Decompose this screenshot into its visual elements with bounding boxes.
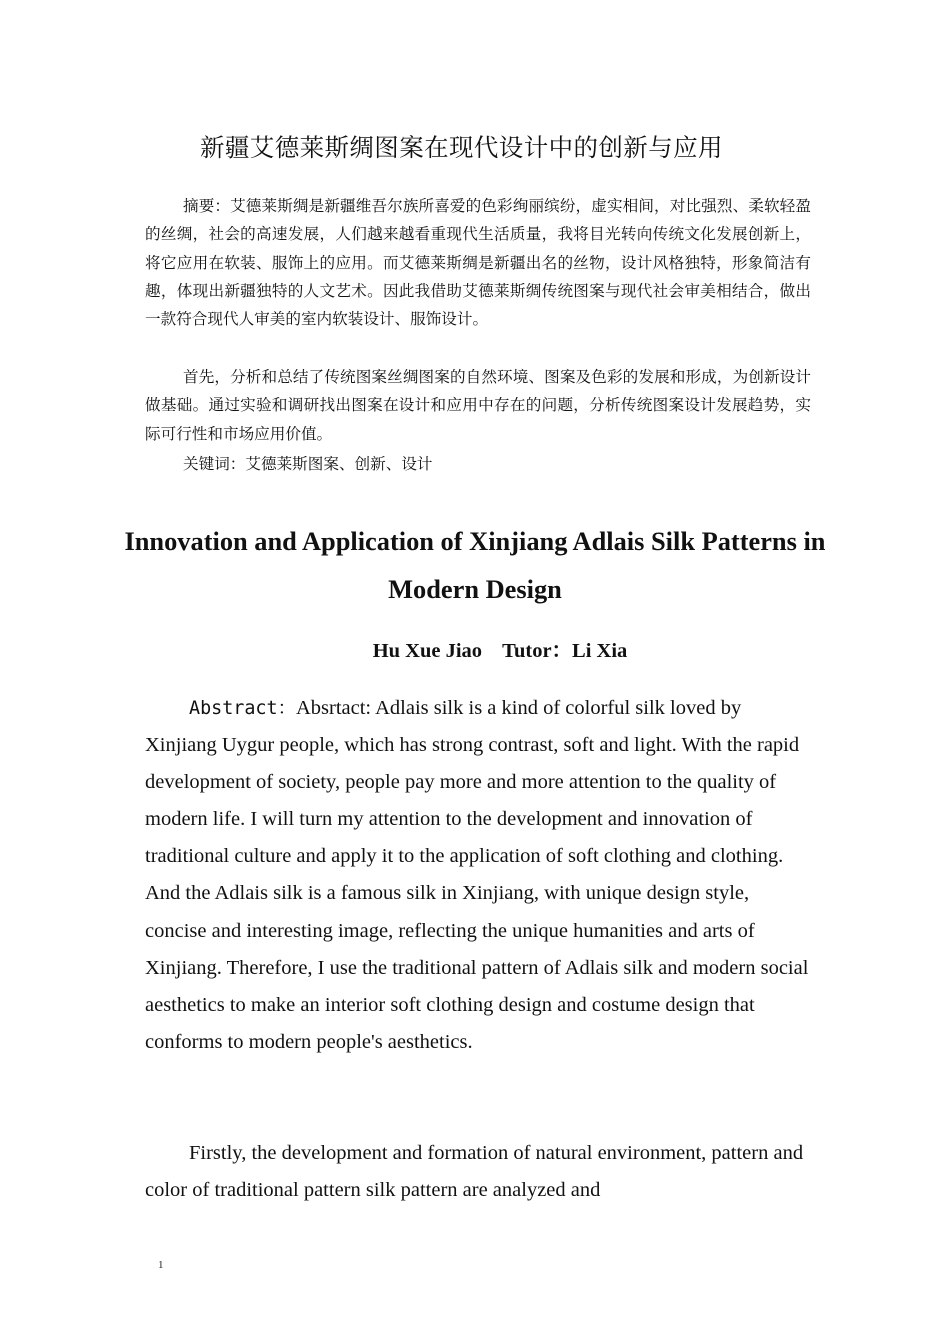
chinese-abstract bbox=[145, 192, 811, 333]
chinese-keywords bbox=[145, 450, 811, 478]
chinese-abstract-label: 摘要： bbox=[183, 197, 231, 215]
english-title: Innovation and Application of Xinjiang Adlais Silk Patterns in Modern Design bbox=[124, 526, 826, 604]
chinese-keywords-label: 关键词： bbox=[183, 455, 246, 473]
english-abstract-label: Abstract： bbox=[189, 698, 296, 719]
chinese-abstract-text: 艾德莱斯绸是新疆维吾尔族所喜爱的色彩绚丽缤纷，虚实相间，对比强烈、柔软轻盈的丝绸，社会的高速发展，人们越来越看重现代生活质量，我将目光转向传统文化发展创新上，将它应用在软装、服饰上的应用。而艾德莱斯绸是新疆出名的丝物，设计风格独特，形象简洁有趣，体现出新疆独特的人文艺术。因此我借助艾德莱斯绸传统图案与现代社会审美相结合，做出一款符合现代人审美的室内软装设计、服饰设计。 bbox=[145, 197, 811, 329]
page-number: 1 bbox=[158, 1259, 164, 1271]
chinese-paragraph-2: 首先，分析和总结了传统图案丝绸图案的自然环境、图案及色彩的发展和形成，为创新设计做基础。通过实验和调研找出图案在设计和应用中存在的问题，分析传统图案设计发展趋势，实际可行性和市场应用价值。 bbox=[145, 368, 811, 443]
chinese-keywords-text: 艾德莱斯图案、创新、设计 bbox=[245, 455, 433, 473]
english-abstract-text: Absrtact: Adlais silk is a kind of colorful silk loved by Xinjiang Uygur people, which has strong contrast, soft and light. With the rapid development of society, people pay more and more attention to the quality of modern life. I will turn my attention to the development and innovation of traditional culture and apply it to the application of soft clothing and clothing. And the Adlais silk is a famous silk in Xinjiang, with unique design style, concise and interesting image, reflecting the unique humanities and arts of Xinjiang. Therefore, I use the traditional pattern of Adlais silk and modern social aesthetics to make an interior soft clothing design and costume design that conforms to modern people's aesthetics. bbox=[145, 697, 809, 1053]
chinese-title: 新疆艾德莱斯绸图案在现代设计中的创新与应用 bbox=[200, 133, 723, 162]
english-abstract bbox=[145, 690, 809, 1061]
english-paragraph-2: Firstly, the development and formation of natural environment, pattern and color of traditional pattern silk pattern are analyzed and bbox=[145, 1142, 804, 1202]
author-line: Hu Xue Jiao Tutor：Li Xia bbox=[372, 640, 628, 662]
